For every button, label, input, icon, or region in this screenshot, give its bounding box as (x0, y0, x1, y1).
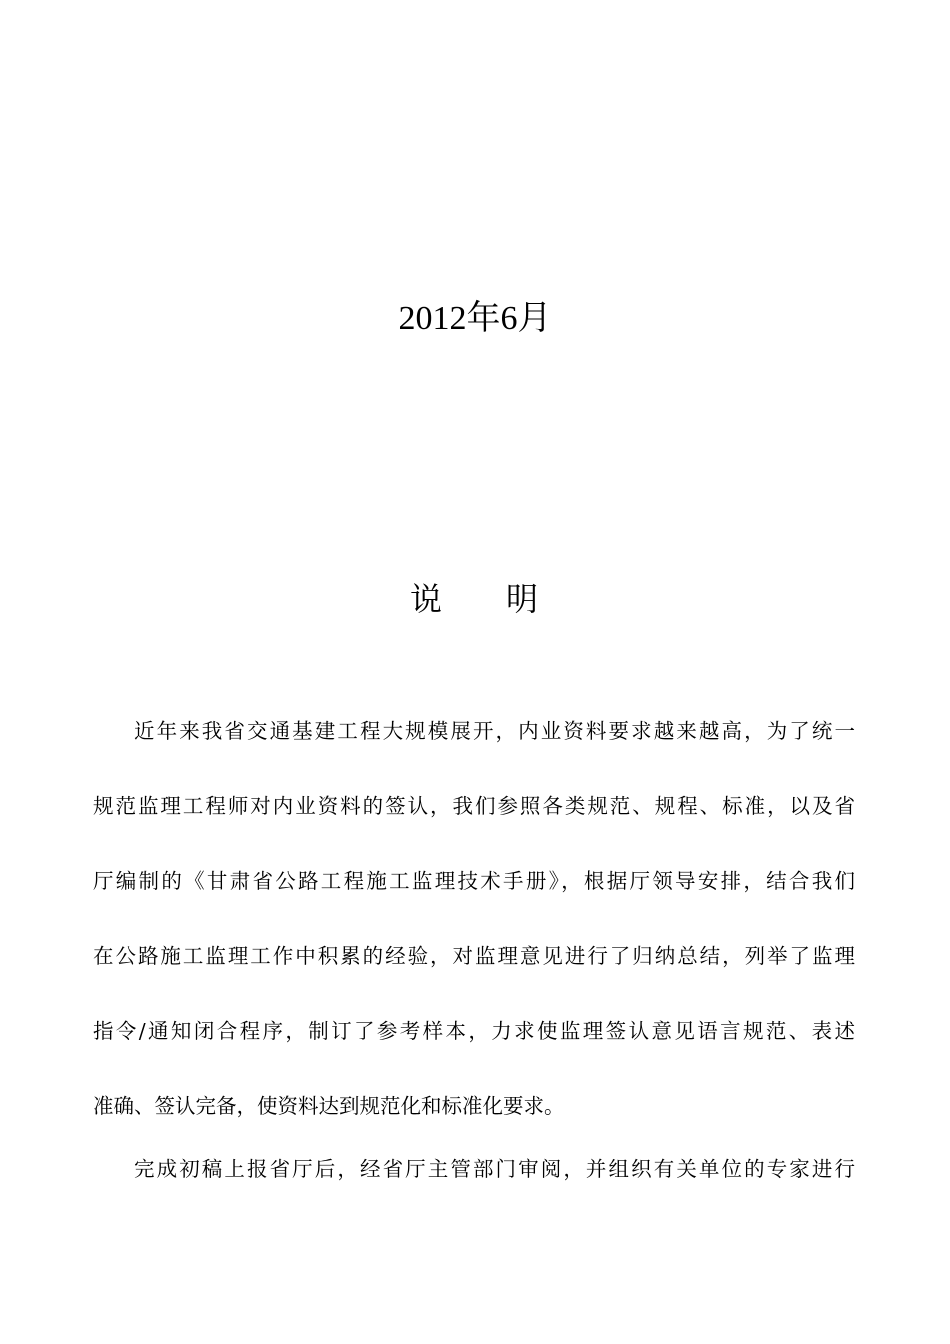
paragraph-2 (93, 1144, 855, 1219)
heading-char-1: 说 (409, 580, 444, 618)
document-date: 2012年6月 (398, 300, 552, 337)
paragraph-line: 在公路施工监理工作中积累的经验，对监理意见进行了归纳总结，列举了监理 (93, 944, 855, 968)
paragraph-line: 完成初稿上报省厅后，经省厅主管部门审阅，并组织有关单位的专家进行 (134, 1157, 855, 1181)
paragraph-1 (93, 706, 855, 1156)
paragraph-line: 厅编制的《甘肃省公路工程施工监理技术手册》，根据厅领导安排，结合我们 (93, 869, 855, 893)
paragraph-line: 规范监理工程师对内业资料的签认，我们参照各类规范、规程、标准，以及省 (93, 794, 855, 818)
paragraph-line: 准确、签认完备，使资料达到规范化和标准化要求。 (93, 1094, 565, 1118)
section-heading (0, 574, 950, 624)
heading-char-2: 明 (506, 580, 541, 618)
paragraph-line: 指令/通知闭合程序，制订了参考样本，力求使监理签认意见语言规范、表述 (93, 1019, 855, 1043)
paragraph-line: 近年来我省交通基建工程大规模展开，内业资料要求越来越高，为了统一 (134, 719, 855, 743)
